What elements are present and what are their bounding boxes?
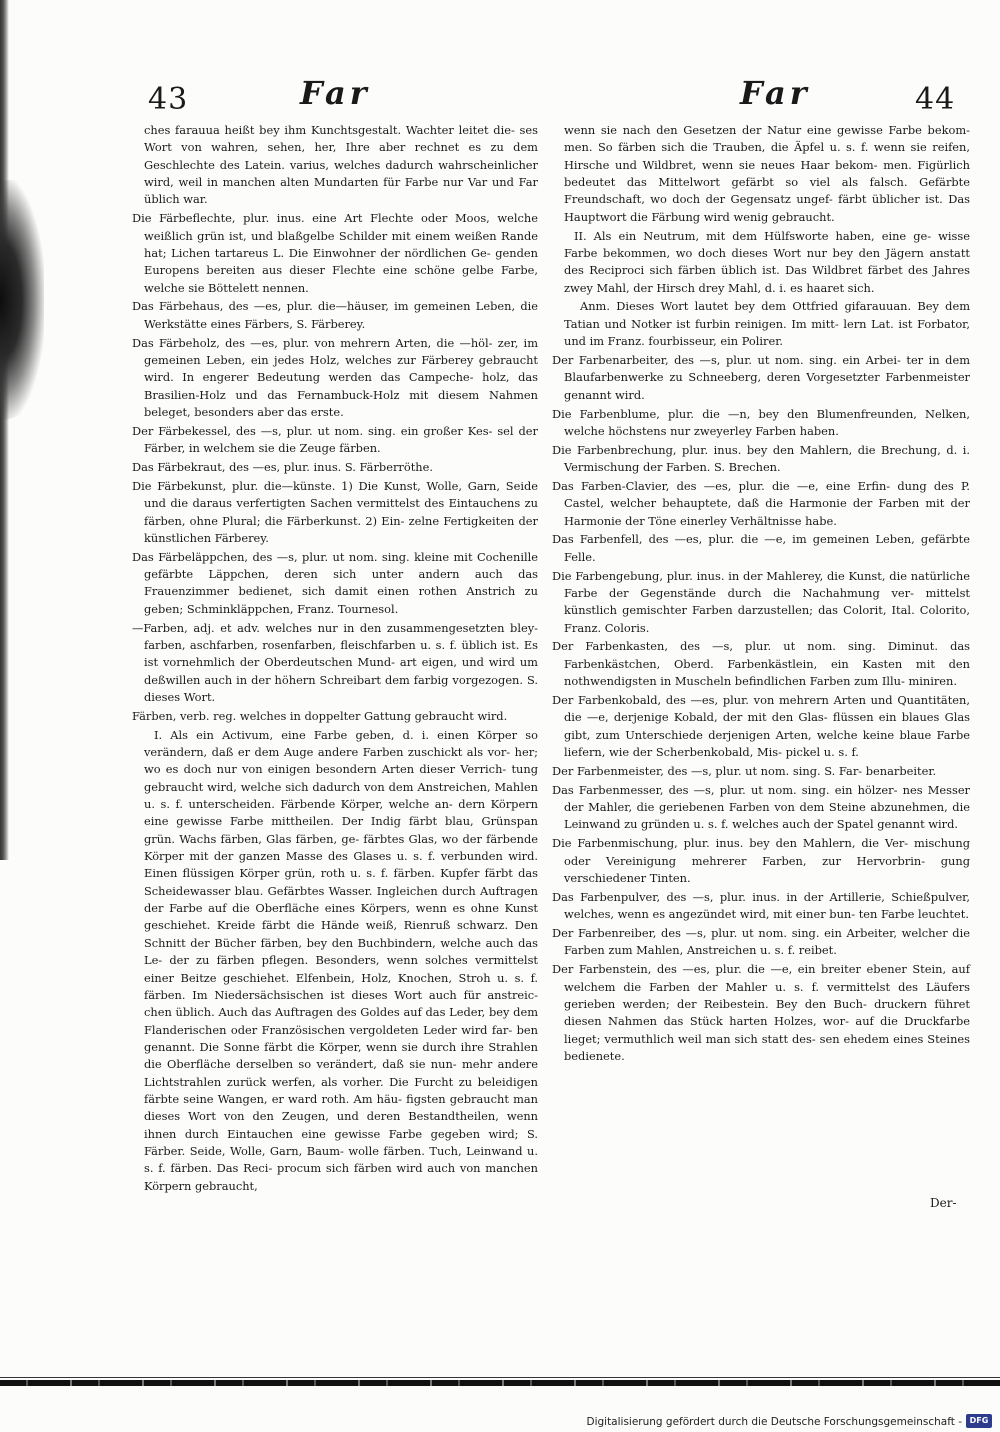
left-column-sub: I. Als ein Activum, eine Farbe geben, d. i. einen Körper so verändern, daß er dem Auge andere Farben zuschickt als vor- her; wo es doch nur von einigen besondern Arten dieser Verrich- tung gebraucht wird, welche sich dadurch von dem Anstreichen, Mahlen u. s. f. unterscheiden. Färbende Körper, welche an- dern Körpern eine gewisse Farbe mittheilen. Der Indig färbt blau, Grünspan grün. Wachs färben, Glas färben, ge- färbtes Glas, wo der färbende Körper mit der ganzen Masse des Glases u. s. f. verbunden wird. Einen flüssigen Körper grün, roth u. s. f. färben. Kupfer färbt das Scheidewasser blau. Gefärbtes Wasser. Ingleichen durch Auftragen der Farbe auf die Oberfläche eines Körpers, wenn es ohne Kunst geschiehet. Kreide färbt die Hände weiß, Rienruß schwarz. Den Schnitt der Bücher färben, bey den Buchbindern, welche auch das Le- der zu färben pflegen. Besonders, wenn solches vermittelst einer Beitze geschiehet. Elfenbein, Holz, Knochen, Stroh u. s. f. färben. Im Niedersächsischen ist dieses Wort auch für anstreic- chen üblich. Auch das Auftragen des Goldes auf das Leder, bey dem Flanderischen oder Französischen vergoldeten Leder wird far- ben genannt. Die Sonne färbt die Körper, wenn sie durch ihre Strahlen die Oberfläche derselben so verändert, daß sie nun- mehr andere Lichtstrahlen zurück werfen, als vorher. Die Furcht zu beleidigen färbte seine Wangen, er ward roth. Am häu- figsten gebraucht man dieses Wort von den Zeugen, und deren Bestandtheilen, wenn ihnen durch Eintauchen eine gewisse Farbe gegeben wird; S. Färber. Seide, Wolle, Garn, Baum- wolle färben. Tuch, Leinwand u. s. f. färben. Das Reci- procum sich färben wird auch von manchen Körpern gebraucht, [144, 727, 538, 1193]
right-page-number: 44 [915, 82, 956, 117]
right-column-note: Anm. Dieses Wort lautet bey dem Ottfried gifarauuan. Bey dem Tatian und Notker ist furbin reinigen. Im mitt- lern Lat. ist Forbator, und im Franz. fourbisseur, ein Polirer. [564, 299, 970, 349]
right-column-entry: Die Farbenblume, plur. die —n, bey den Blumenfreunden, Nelken, welche höchstens nur zweyerley Farben haben. [552, 406, 970, 438]
right-column-entry: Das Farbenmesser, des —s, plur. ut nom. sing. ein hölzer- nes Messer der Mahler, die geriebenen Farben von dem Steine abzunehmen, die Leinwand zu gründen u. s. f. welches auch der Spatel genannt wird. [552, 782, 970, 832]
right-column-entry: Das Farben-Clavier, des —es, plur. die —e, eine Erfin- dung des P. Castel, welcher behauptete, daß die Harmonie der Farben mit der Harmonie der Töne einerley Verhältnisse habe. [552, 478, 970, 528]
left-column-continuation: ches farauua heißt bey ihm Kunchtsgestalt. Wachter leitet die- ses Wort von wahren, sehen, her, Ihre aber rechnet es zu dem Geschlechte des Latein. varius, welches dadurch wahrscheinlicher wird, weil in manchen alten Mundarten für Farbe nur Var und Far üblich war. [144, 123, 538, 207]
left-page-number: 43 [148, 82, 189, 117]
right-column-entry: Die Farbenbrechung, plur. inus. bey den Mahlern, die Brechung, d. i. Vermischung der Farben. S. Brechen. [552, 442, 970, 475]
binding-shadow [0, 180, 44, 420]
left-column-entry: Die Färbeflechte, plur. inus. eine Art Flechte oder Moos, welche weißlich grün ist, und blaßgelbe Schilder mit einem weißen Rande hat; Lichen tartareus L. Die Einwohner der nördlichen Ge- genden Europens bereiten aus dieser Flechte eine schöne gelbe Farbe, welche sie Böttelett nennen. [132, 211, 538, 295]
left-column-entry: Das Färbekraut, des —es, plur. inus. S. Färberröthe. [132, 460, 433, 475]
right-column-entry: Das Farbenpulver, des —s, plur. inus. in der Artillerie, Schießpulver, welches, wenn es angezündet wird, mit einer bun- ten Farbe leuchtet. [552, 889, 970, 922]
digitization-credit: Digitalisierung gefördert durch die Deutsche Forschungsgemeinschaft - [586, 1416, 962, 1428]
right-column-entry: Der Farbenreiber, des —s, plur. ut nom. sing. ein Arbeiter, welcher die Farben zum Mahlen, Anstreichen u. s. f. reibet. [552, 925, 970, 958]
left-column-entry: Das Färbeläppchen, des —s, plur. ut nom. sing. kleine mit Cochenille gefärbte Läppchen, deren sich unter andern auch das Frauenzimmer bedienet, sich damit einen rothen Anstrich zu geben; Schminkläppchen, Franz. Tournesol. [132, 549, 538, 616]
right-column-entry: Die Farbenmischung, plur. inus. bey den Mahlern, die Ver- mischung oder Vereinigung mehrerer Farben, zur Hervorbrin- gung verschiedener Tinten. [552, 836, 970, 885]
right-column-entry: Der Farbenkasten, des —s, plur. ut nom. sing. Diminut. das Farbenkästchen, Oberd. Farbenkästlein, ein Kasten mit den nothwendigsten in Muscheln befindlichen Farben zum Illu- miniren. [552, 639, 970, 689]
left-column-entry: —Farben, adj. et adv. welches nur in den zusammengesetzten bley- farben, aschfarben, rosenfarben, fleischfarben u. s. f. üblich ist. Es ist vornehmlich der Oberdeutschen Mund- art eigen, und wird um deßwillen auch in der höhern Schreibart dem farbig vorgezogen. S. dieses Wort. [132, 620, 538, 704]
left-column-entry: Das Färbehaus, des —es, plur. die—häuser, im gemeinen Leben, die Werkstätte eines Färbers, S. Färberey. [132, 299, 538, 331]
left-column-entry: Die Färbekunst, plur. die—künste. 1) Die Kunst, Wolle, Garn, Seide und die daraus verfertigten Sachen vermittelst des Eintauchens zu färben, ohne Plural; die Färberkunst. 2) Ein- zelne Fertigkeiten der künstlichen Färberey. [132, 478, 538, 545]
dfg-logo: DFG [966, 1414, 992, 1428]
right-column-entry: Das Farbenfell, des —es, plur. die —e, im gemeinen Leben, gefärbte Felle. [552, 532, 970, 564]
right-text-column [552, 122, 970, 1067]
footer-rule [0, 1377, 1000, 1378]
footer-bar [0, 1380, 1000, 1386]
right-column-continuation: wenn sie nach den Gesetzen der Natur eine gewisse Farbe bekom- men. So färben sich die Trauben, die Äpfel u. s. f. wenn sie reifen, Hirsche und Wildbret, wenn sie neues Haar bekom- men. Figürlich bedeutet das Mittelwort gefärbt so viel als falsch. Gefärbte Freundschaft, wo doch der Gegensatz ungef- färbt üblicher ist. Das Hauptwort die Färbung wird wenig gebraucht. [564, 123, 970, 224]
left-running-head: Far [300, 74, 371, 112]
right-column-entry: Der Farbenarbeiter, des —s, plur. ut nom. sing. ein Arbei- ter in dem Blaufarbenwerke zu Schneeberg, deren Vorgesetzter Farbenmeister genannt wird. [552, 352, 970, 402]
left-text-column [132, 122, 538, 1196]
right-column-sub: II. Als ein Neutrum, mit dem Hülfsworte haben, eine ge- wisse Farbe bekommen, wo doch dieses Wort nur bey den Jägern anstatt des Reciproci sich färben üblich ist. Das Wildbret färbet des Jahres zwey Mahl, der Hirsch drey Mahl, d. i. es haaret sich. [564, 228, 970, 295]
right-column-entry: Die Farbengebung, plur. inus. in der Mahlerey, die Kunst, die natürliche Farbe der Gegenstände durch die Nachahmung ver- mittelst künstlich gemischter Farben darzustellen; das Colorit, Ital. Colorito, Franz. Coloris. [552, 568, 970, 635]
left-column-entry: Der Färbekessel, des —s, plur. ut nom. sing. ein großer Kes- sel der Färber, in welchem sie die Zeuge färben. [132, 423, 538, 456]
left-column-entry: Das Färbeholz, des —es, plur. von mehrern Arten, die —höl- zer, im gemeinen Leben, ein jedes Holz, welches zur Färberey gebraucht wird. In engerer Bedeutung werden das Campeche- holz, das Brasilien-Holz und das Fernambuck-Holz mit diesem Nahmen beleget, besonders aber das erste. [132, 335, 538, 419]
right-column-entry: Der Farbenkobald, des —es, plur. von mehrern Arten und Quantitäten, die —e, derjenige Kobald, der mit den Glas- flüssen ein blaues Glas gibt, zum Unterschiede derjenigen Arten, welche keine blaue Farbe liefern, wie der Scherbenkobald, Mis- pickel u. s. f. [552, 693, 970, 760]
right-column-entry: Der Farbenstein, des —es, plur. die —e, ein breiter ebener Stein, auf welchem die Farben der Mahler u. s. f. vermittelst des Läufers gerieben werden; der Reibestein. Bey den Buch- druckern führet diesen Nahmen das Stück harten Holzes, wor- auf die Druckfarbe lieget; vermuthlich weil man sich statt des- sen ehedem eines Steines bedienete. [552, 962, 970, 1063]
right-running-head: Far [740, 74, 811, 112]
left-column-entry: Färben, verb. reg. welches in doppelter Gattung gebraucht wird. [132, 708, 508, 723]
binding-edge [0, 0, 9, 860]
right-column-entry: Der Farbenmeister, des —s, plur. ut nom. sing. S. Far- benarbeiter. [552, 763, 937, 778]
catchword: Der- [930, 1196, 957, 1210]
